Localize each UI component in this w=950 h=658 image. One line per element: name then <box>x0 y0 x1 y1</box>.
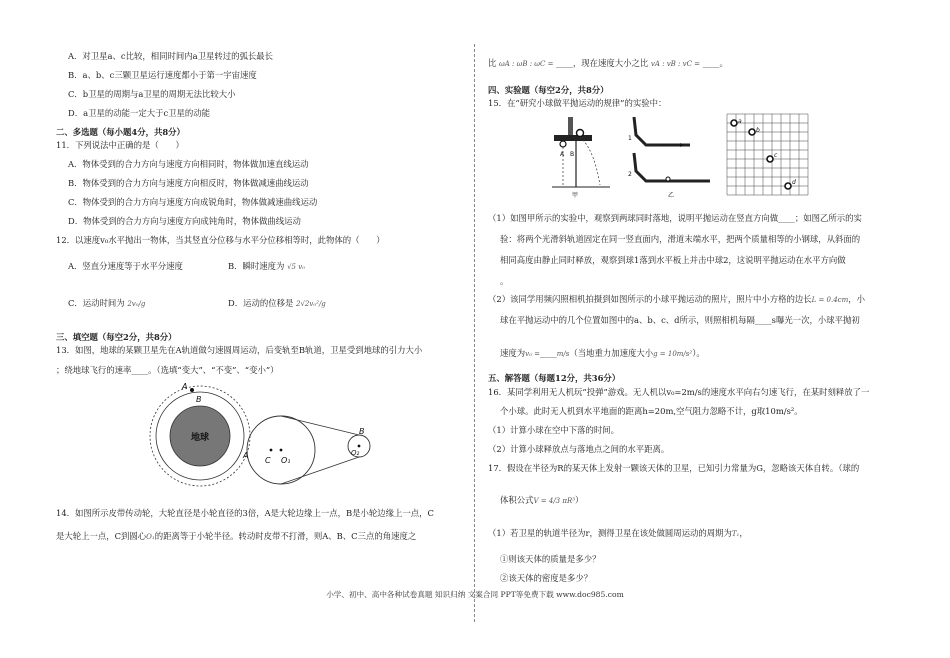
section2-title: 二、多选题（每小题4分，共8分） <box>56 127 185 137</box>
earth-label: 地球 <box>190 433 210 443</box>
q11-stem: 11．下列说法中正确的是（ ） <box>56 140 184 150</box>
q11-option-b: B．物体受到的合力方向与速度方向相反时，物体做减速曲线运动 <box>68 178 309 188</box>
orbit-a-label: A <box>182 382 188 391</box>
q14-cont-part1: 比 <box>488 58 497 68</box>
q15-2-line1-tail: ，小 <box>848 294 865 304</box>
section4-title: 四、实验题（每空2分，共8分） <box>488 85 609 95</box>
q14-line2-part2: 的距离等于小轮半径。转动时皮带不打滑，则A、B、C三点的角速度之 <box>154 531 417 541</box>
center-o1 <box>280 449 283 452</box>
point-a-label: A <box>243 451 249 460</box>
grid-point-a <box>731 120 737 126</box>
q17-line2-a: 体积公式 <box>500 495 534 505</box>
q15-2-line1-text: （2）该同学用频闪照相机拍摄到如图所示的小球平抛运动的照片，照片中小方格的边长 <box>488 294 812 304</box>
center-o2 <box>358 445 361 448</box>
q17-line1: 17．假设在半径为R的某天体上发射一颗该天体的卫星，已知引力常量为G，忽略该天体自转。（球的 <box>488 463 860 473</box>
orbit-b-label: B <box>196 395 202 404</box>
q15-2-line1 <box>488 293 865 306</box>
point-c <box>270 449 273 452</box>
q15-stem: 15．在“研究小球做平抛运动的规律”的实验中： <box>488 98 667 108</box>
grid-label-a: a <box>738 118 742 125</box>
point-b-label: B <box>359 427 365 436</box>
q17-question2: ②该天体的密度是多少？ <box>500 573 593 583</box>
yi-ball-2 <box>666 177 670 181</box>
q14-cont-part2: ____，现在速度大小之比 <box>556 58 649 68</box>
q17-sub1 <box>488 527 748 540</box>
grid-point-d <box>785 183 791 189</box>
q16-line2: 个小球。此时无人机到水平地面的距离h=20m,空气阻力忽略不计，g取10m/s²。 <box>500 406 803 416</box>
q15-1-line4: 。 <box>500 276 509 286</box>
page-footer: 小学、初中、高中各种试卷真题 知识归纳 文案合同 PPT等免费下载 www.doc985.com <box>326 590 624 599</box>
center-o1-label: O₁ <box>281 456 291 465</box>
yi-caption: 乙 <box>668 192 675 199</box>
jia-label-a: A <box>560 151 565 158</box>
q17-line2 <box>488 494 583 507</box>
q12-option-c-label: C．运动时间为 <box>68 298 125 308</box>
q11-option-d: D．物体受到的合力方向与速度方向成钝角时，物体做曲线运动 <box>68 216 301 226</box>
q12-option-d-math: 2√2v₀²/g <box>296 300 326 308</box>
q17-sub1-tail: ， <box>739 528 748 538</box>
section5-title: 五、解答题（每题12分，共36分） <box>488 373 621 383</box>
q12-option-a: A．竖直分速度等于水平分速度 <box>68 261 183 271</box>
figure-strobe-grid <box>726 113 818 199</box>
grid-lines <box>727 114 808 195</box>
jia-ball-a <box>560 141 566 147</box>
q14-continuation <box>488 57 728 70</box>
q15-2-line3-blank: ____ <box>539 348 557 358</box>
yi-label-2: 2 <box>628 171 632 178</box>
grid-label-b: b <box>756 127 760 134</box>
q15-2-line2: 球在平抛运动中的几个位置如图中的a、b、c、d所示，则照相机每隔____s曝光一次，小球平抛初 <box>500 315 860 325</box>
q17-math-t1: T₁ <box>731 530 740 538</box>
q14-line2-math: O₁ <box>146 533 155 541</box>
figure-belt-pulley <box>241 398 386 493</box>
grid-label-d: d <box>792 179 796 186</box>
q10-option-d: D．a卫星的动能一定大于c卫星的动能 <box>68 108 211 118</box>
q10-option-a: A．对卫星a、c比较，相同时间内a卫星转过的弧长最长 <box>68 51 273 61</box>
grid-label-c: c <box>774 152 778 159</box>
q16-sub1: （1）计算小球在空中下落的时间。 <box>488 425 619 435</box>
q14-cont-part3: ____。 <box>702 58 728 68</box>
q12-option-b <box>228 260 305 273</box>
q14-cont-math1: ωA : ωB : ωC = <box>499 60 554 68</box>
q16-line1: 16．某同学利用无人机玩“投弹”游戏。无人机以v₀=2m/s的速度水平向右匀速飞行，在某时刻释放了一 <box>488 387 870 397</box>
belt-bottom <box>281 457 359 484</box>
column-divider <box>474 44 475 622</box>
q17-line2-b: ） <box>575 495 584 505</box>
jia-hammer <box>568 117 573 135</box>
jia-ball-b <box>577 130 584 137</box>
q12-option-d <box>228 297 326 310</box>
grid-point-b <box>749 129 755 135</box>
q12-option-b-label: B．瞬时速度为 <box>228 261 285 271</box>
jia-trajectory <box>580 137 600 185</box>
q12-option-c-math: 2v₀/g <box>127 300 146 308</box>
q15-1-line3: 相同高度由静止同时释放，观察到球1落到水平板上并击中球2，这说明平抛运动在水平方向做 <box>500 255 846 265</box>
q15-2-math-unit: m/s <box>556 350 570 358</box>
yi-label-1: 1 <box>628 135 632 142</box>
figure-yi-apparatus <box>628 113 720 199</box>
q15-2-math-v0: v₀ = <box>525 350 540 358</box>
q15-2-line3 <box>488 347 705 360</box>
q17-question1: ①则该天体的质量是多少？ <box>500 554 601 564</box>
q17-math-volume: V = 4/3 πR³ <box>533 497 576 505</box>
section3-title: 三、填空题（每空2分，共8分） <box>56 332 177 342</box>
q11-option-a: A．物体受到的合力方向与速度方向相同时，物体做加速直线运动 <box>68 159 309 169</box>
q14-line1: 14．如图所示皮带传动轮，大轮直径是小轮直径的3倍，A是大轮边缘上一点，B是小轮边缘上一点，C <box>56 508 434 518</box>
jia-label-b: B <box>570 151 575 158</box>
center-o2-label: O₂ <box>351 449 360 457</box>
jia-caption: 甲 <box>572 192 579 199</box>
q15-2-line3-d: ）。 <box>692 348 705 358</box>
q10-option-b: B．a、b、c三颗卫星运行速度都小于第一宇宙速度 <box>68 70 257 80</box>
q10-option-c: C．b卫星的周期与a卫星的周期无法比较大小 <box>68 89 236 99</box>
q12-stem: 12．以速度v₀水平抛出一物体，当其竖直分位移与水平分位移相等时，此物体的（ ） <box>56 235 385 245</box>
q16-sub2: （2）计算小球释放点与落地点之间的水平距离。 <box>488 444 670 454</box>
q13-line2: ；绕地球飞行的速率____。（选填“变大”、“不变”、“变小”） <box>56 365 279 375</box>
yi-track-2 <box>634 153 710 181</box>
q14-cont-math2: vA : vB : vC = <box>650 60 701 68</box>
belt-top <box>281 416 359 435</box>
q15-2-math-l: L = 0.4cm <box>811 296 849 304</box>
q11-option-c: C．物体受到的合力方向与速度方向成锐角时，物体做减速曲线运动 <box>68 197 318 207</box>
q15-1-line2: 验：将两个光滑斜轨道固定在同一竖直面内，滑道末端水平，把两个质量相等的小钢球，从斜面的 <box>500 234 861 244</box>
q12-option-d-label: D．运动的位移是 <box>228 298 294 308</box>
q14-line2-part1: 是大轮上一点，C到圆心 <box>56 531 147 541</box>
jia-platform <box>554 135 592 141</box>
q13-line1: 13．如图，地球的某颗卫星先在A轨道做匀速圆周运动，后变轨至B轨道，卫星受到地球的引力大小 <box>56 345 423 355</box>
figure-jia-apparatus <box>550 113 618 199</box>
q15-1-line1: （1）如图甲所示的实验中，观察到两球同时落地，说明平抛运动在竖直方向做____；如图乙所示的实 <box>488 213 862 223</box>
q15-2-line3-a: 速度为 <box>500 348 526 358</box>
q17-sub1-text: （1）若卫星的轨道半径为r，测得卫星在该处做圆周运动的周期为 <box>488 528 732 538</box>
point-c-label: C <box>265 456 271 465</box>
q12-option-c <box>56 297 145 310</box>
q12-option-b-math: √5 v₀ <box>287 263 305 271</box>
q15-2-math-g: g = 10m/s² <box>653 350 693 358</box>
yi-track-1 <box>634 117 690 145</box>
q14-line2 <box>56 530 416 543</box>
q15-2-line3-c: （当地重力加速度大小 <box>569 348 654 358</box>
grid-point-c <box>767 156 773 162</box>
satellite-dot <box>190 388 194 392</box>
